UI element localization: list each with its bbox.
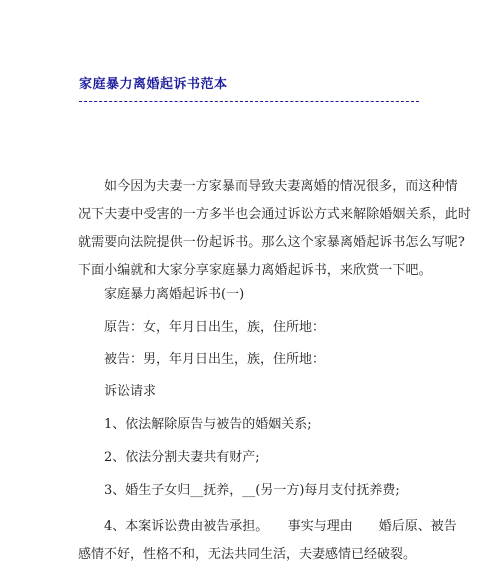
intro-line: 就需要向法院提供一份起诉书。那么这个家暴离婚起诉书怎么写呢? bbox=[78, 235, 465, 250]
intro-line: 如今因为夫妻一方家暴而导致夫妻离婚的情况很多，而这种情 bbox=[104, 179, 458, 194]
final-line: 感情不好，性格不和，无法共同生活，夫妻感情已经破裂。 bbox=[78, 547, 417, 562]
final-paragraph bbox=[78, 513, 457, 569]
plaintiff-line: 原告：女，年月日出生，族，住所地： bbox=[104, 320, 326, 335]
claim-item: 3、婚生子女归__抚养，__(另一方)每月支付抚养费; bbox=[104, 483, 400, 498]
intro-line: 下面小编就和大家分享家庭暴力离婚起诉书，来欣赏一下吧。 bbox=[78, 263, 432, 278]
final-line: 4、本案诉讼费由被告承担。 事实与理由 婚后原、被告 bbox=[104, 519, 457, 534]
claim-item: 1、依法解除原告与被告的婚姻关系; bbox=[104, 417, 312, 432]
claims-heading: 诉讼请求 bbox=[104, 384, 157, 399]
claim-item: 2、依法分割夫妻共有财产; bbox=[104, 450, 260, 465]
document-title: 家庭暴力离婚起诉书范本 bbox=[79, 77, 228, 92]
intro-paragraph bbox=[78, 173, 472, 285]
intro-line: 况下夫妻中受害的一方多半也会通过诉讼方式来解除婚姻关系，此时 bbox=[78, 207, 472, 222]
section-heading: 家庭暴力离婚起诉书(一) bbox=[104, 287, 245, 302]
title-divider bbox=[79, 101, 419, 102]
defendant-line: 被告：男，年月日出生，族，住所地： bbox=[104, 352, 326, 367]
